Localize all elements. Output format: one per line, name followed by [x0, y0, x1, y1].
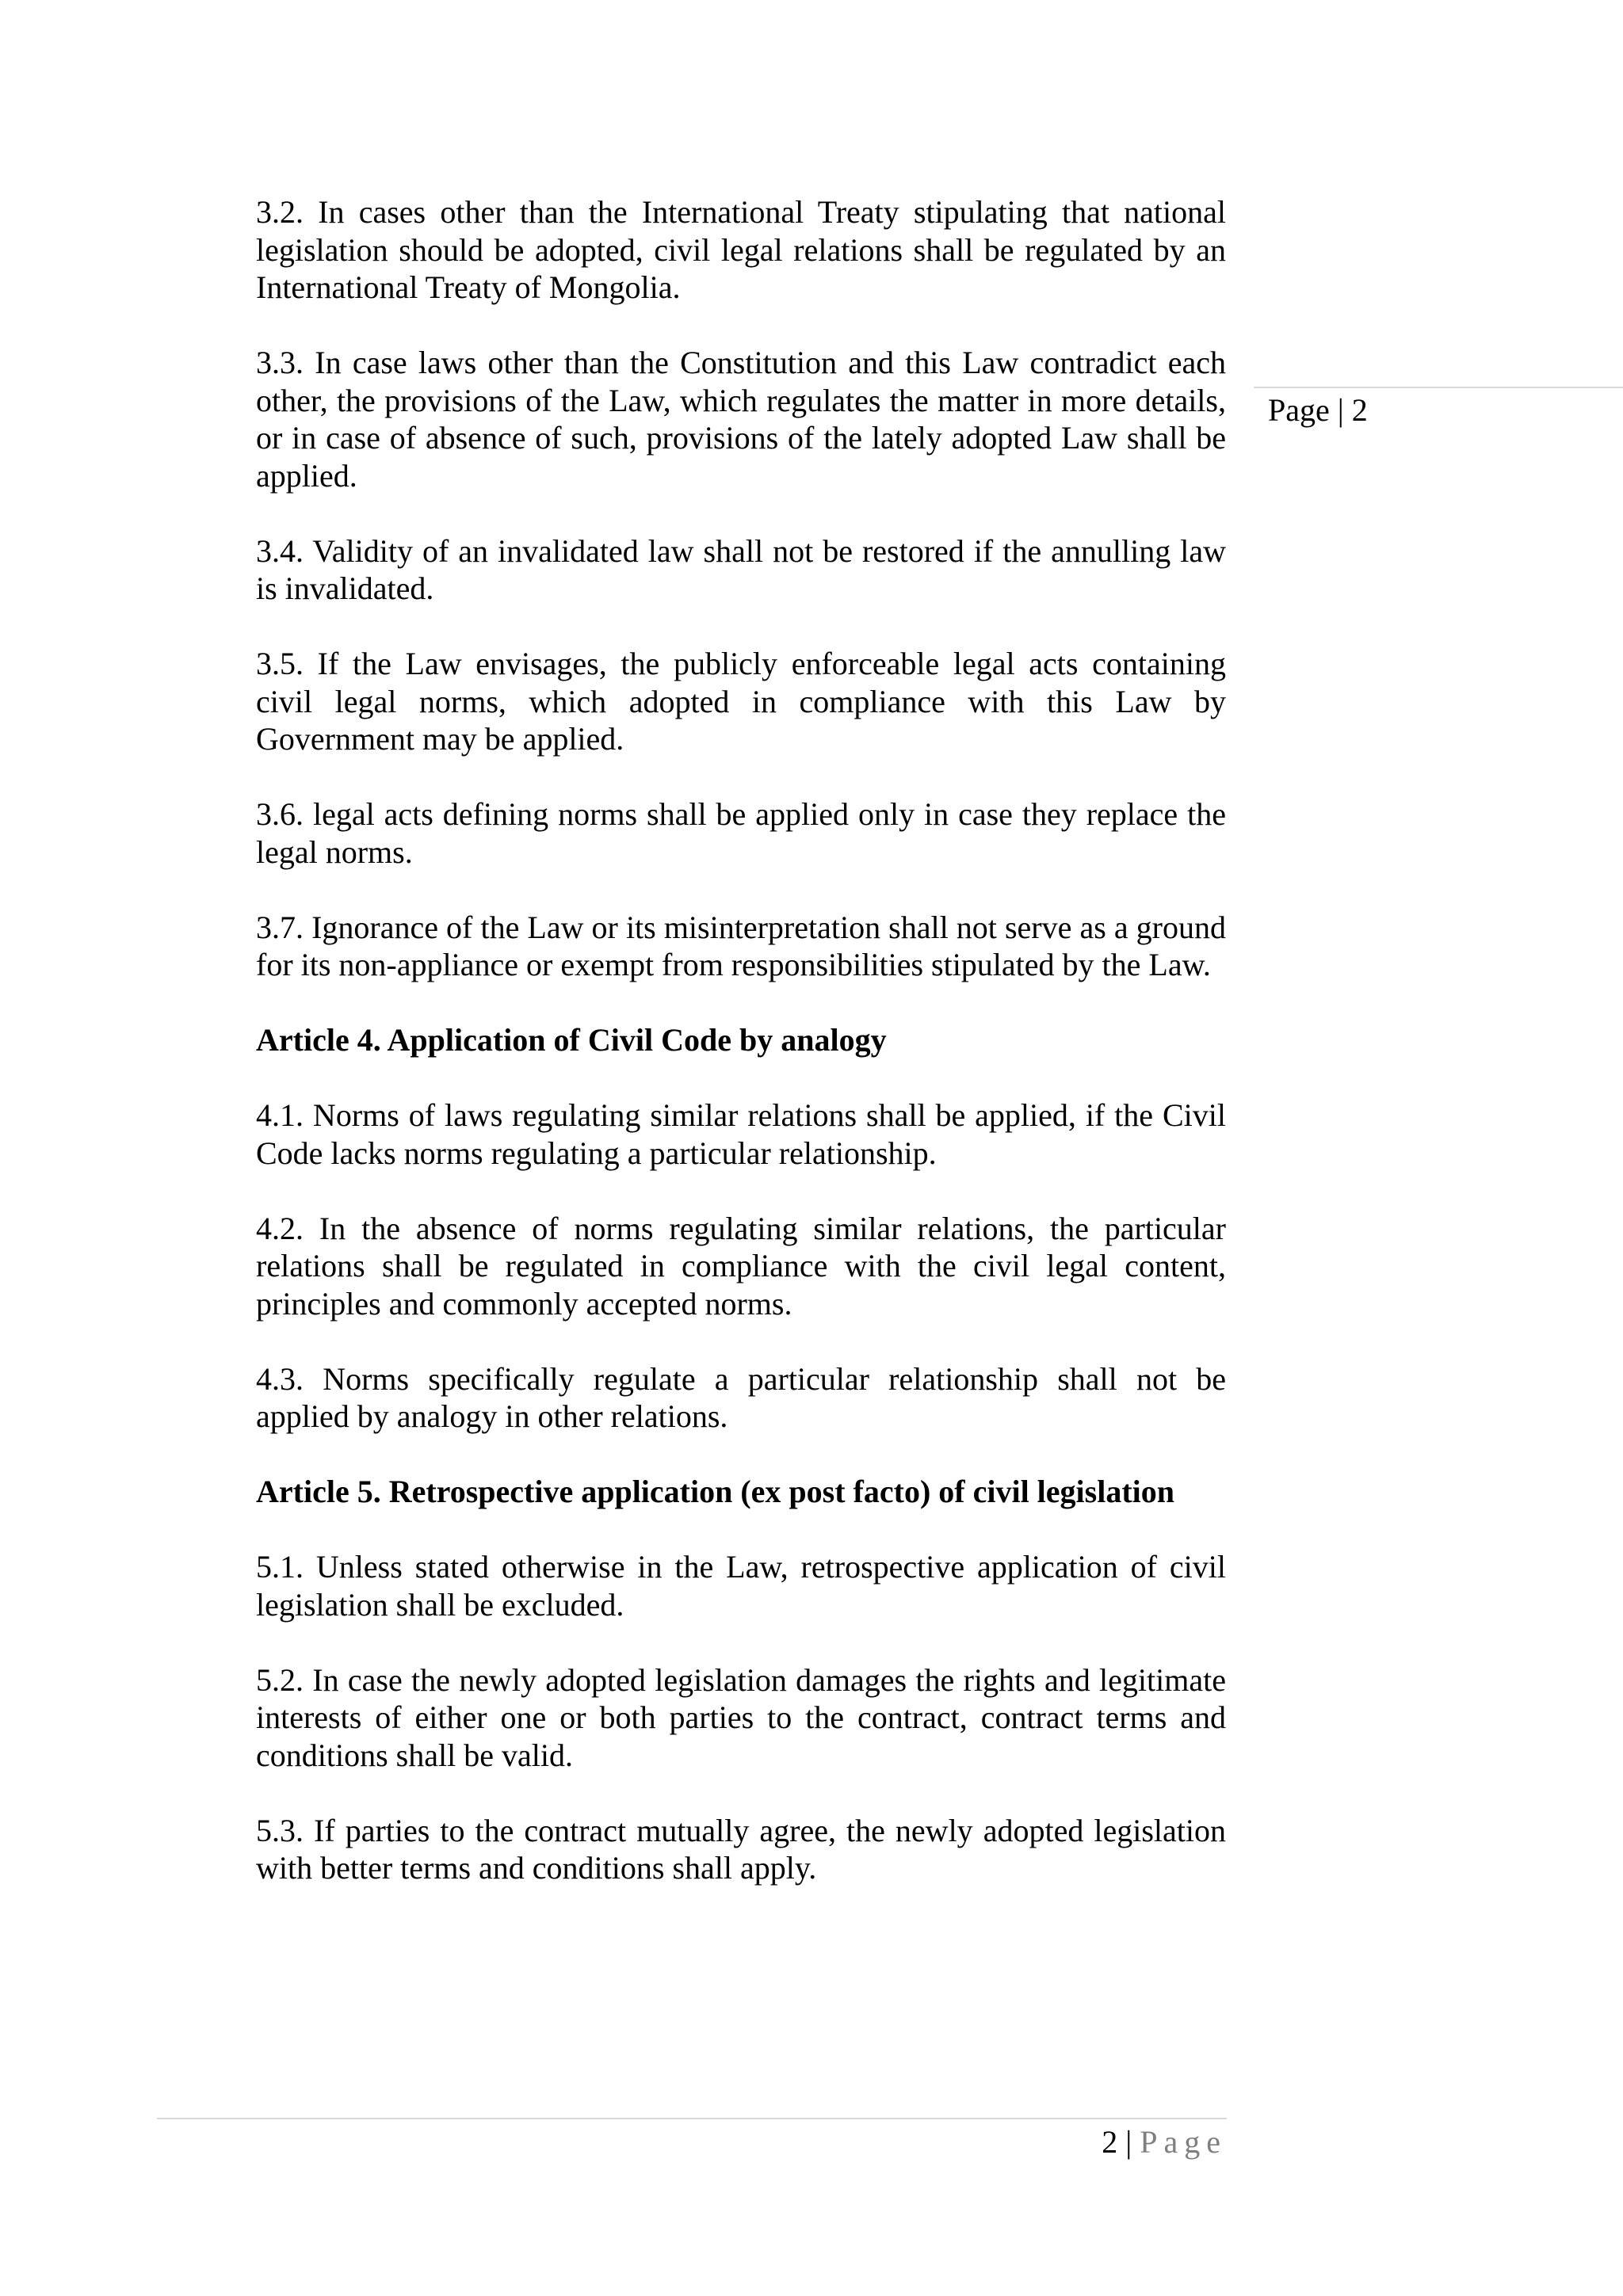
footer-separator: |	[1117, 2124, 1140, 2160]
article-4-heading: Article 4. Application of Civil Code by analogy	[256, 1022, 887, 1058]
paragraph-3-4: 3.4. Validity of an invalidated law shall not be restored if the annulling law is invalidated.	[256, 532, 1226, 606]
footer-page-word: Page	[1140, 2124, 1227, 2160]
paragraph-5-1: 5.1. Unless stated otherwise in the Law, retrospective application of civil legislation shall be excluded.	[256, 1549, 1226, 1623]
paragraph-4-1: 4.1. Norms of laws regulating similar relations shall be applied, if the Civil Code lacks norms regulating a particular relationship.	[256, 1097, 1226, 1171]
footer-number: 2	[1102, 2124, 1118, 2160]
paragraph-4-2: 4.2. In the absence of norms regulating similar relations, the particular relations shall be regulated in compliance with the civil legal content, principles and commonly accepted norms.	[256, 1210, 1226, 1322]
paragraph-3-6: 3.6. legal acts defining norms shall be applied only in case they replace the legal norms.	[256, 796, 1226, 870]
paragraph-5-2: 5.2. In case the newly adopted legislation damages the rights and legitimate interests of either one or both parties to the contract, contract terms and conditions shall be valid.	[256, 1661, 1226, 1773]
document-body	[256, 193, 1226, 1924]
side-page-label: Page | 2	[1268, 392, 1368, 428]
footer-divider	[157, 2118, 1227, 2119]
article-5-heading: Article 5. Retrospective application (ex post facto) of civil legislation	[256, 1474, 1175, 1509]
side-header-divider	[1254, 387, 1623, 388]
paragraph-3-3: 3.3. In case laws other than the Constitution and this Law contradict each other, the provisions of the Law, which regulates the matter in more details, or in case of absence of such, provisions of the lately adopted Law shall be applied.	[256, 345, 1226, 494]
paragraph-3-5: 3.5. If the Law envisages, the publicly enforceable legal acts containing civil legal norms, which adopted in compliance with this Law by Government may be applied.	[256, 646, 1226, 757]
paragraph-4-3: 4.3. Norms specifically regulate a particular relationship shall not be applied by analogy in other relations.	[256, 1360, 1226, 1434]
paragraph-3-2: 3.2. In cases other than the International Treaty stipulating that national legislation should be adopted, civil legal relations shall be regulated by an International Treaty of Mongolia.	[256, 194, 1226, 305]
footer-page-number	[1102, 2123, 1227, 2161]
paragraph-5-3: 5.3. If parties to the contract mutually agree, the newly adopted legislation with better terms and conditions shall apply.	[256, 1812, 1226, 1886]
paragraph-3-7: 3.7. Ignorance of the Law or its misinterpretation shall not serve as a ground for its non-appliance or exempt from responsibilities stipulated by the Law.	[256, 909, 1226, 982]
